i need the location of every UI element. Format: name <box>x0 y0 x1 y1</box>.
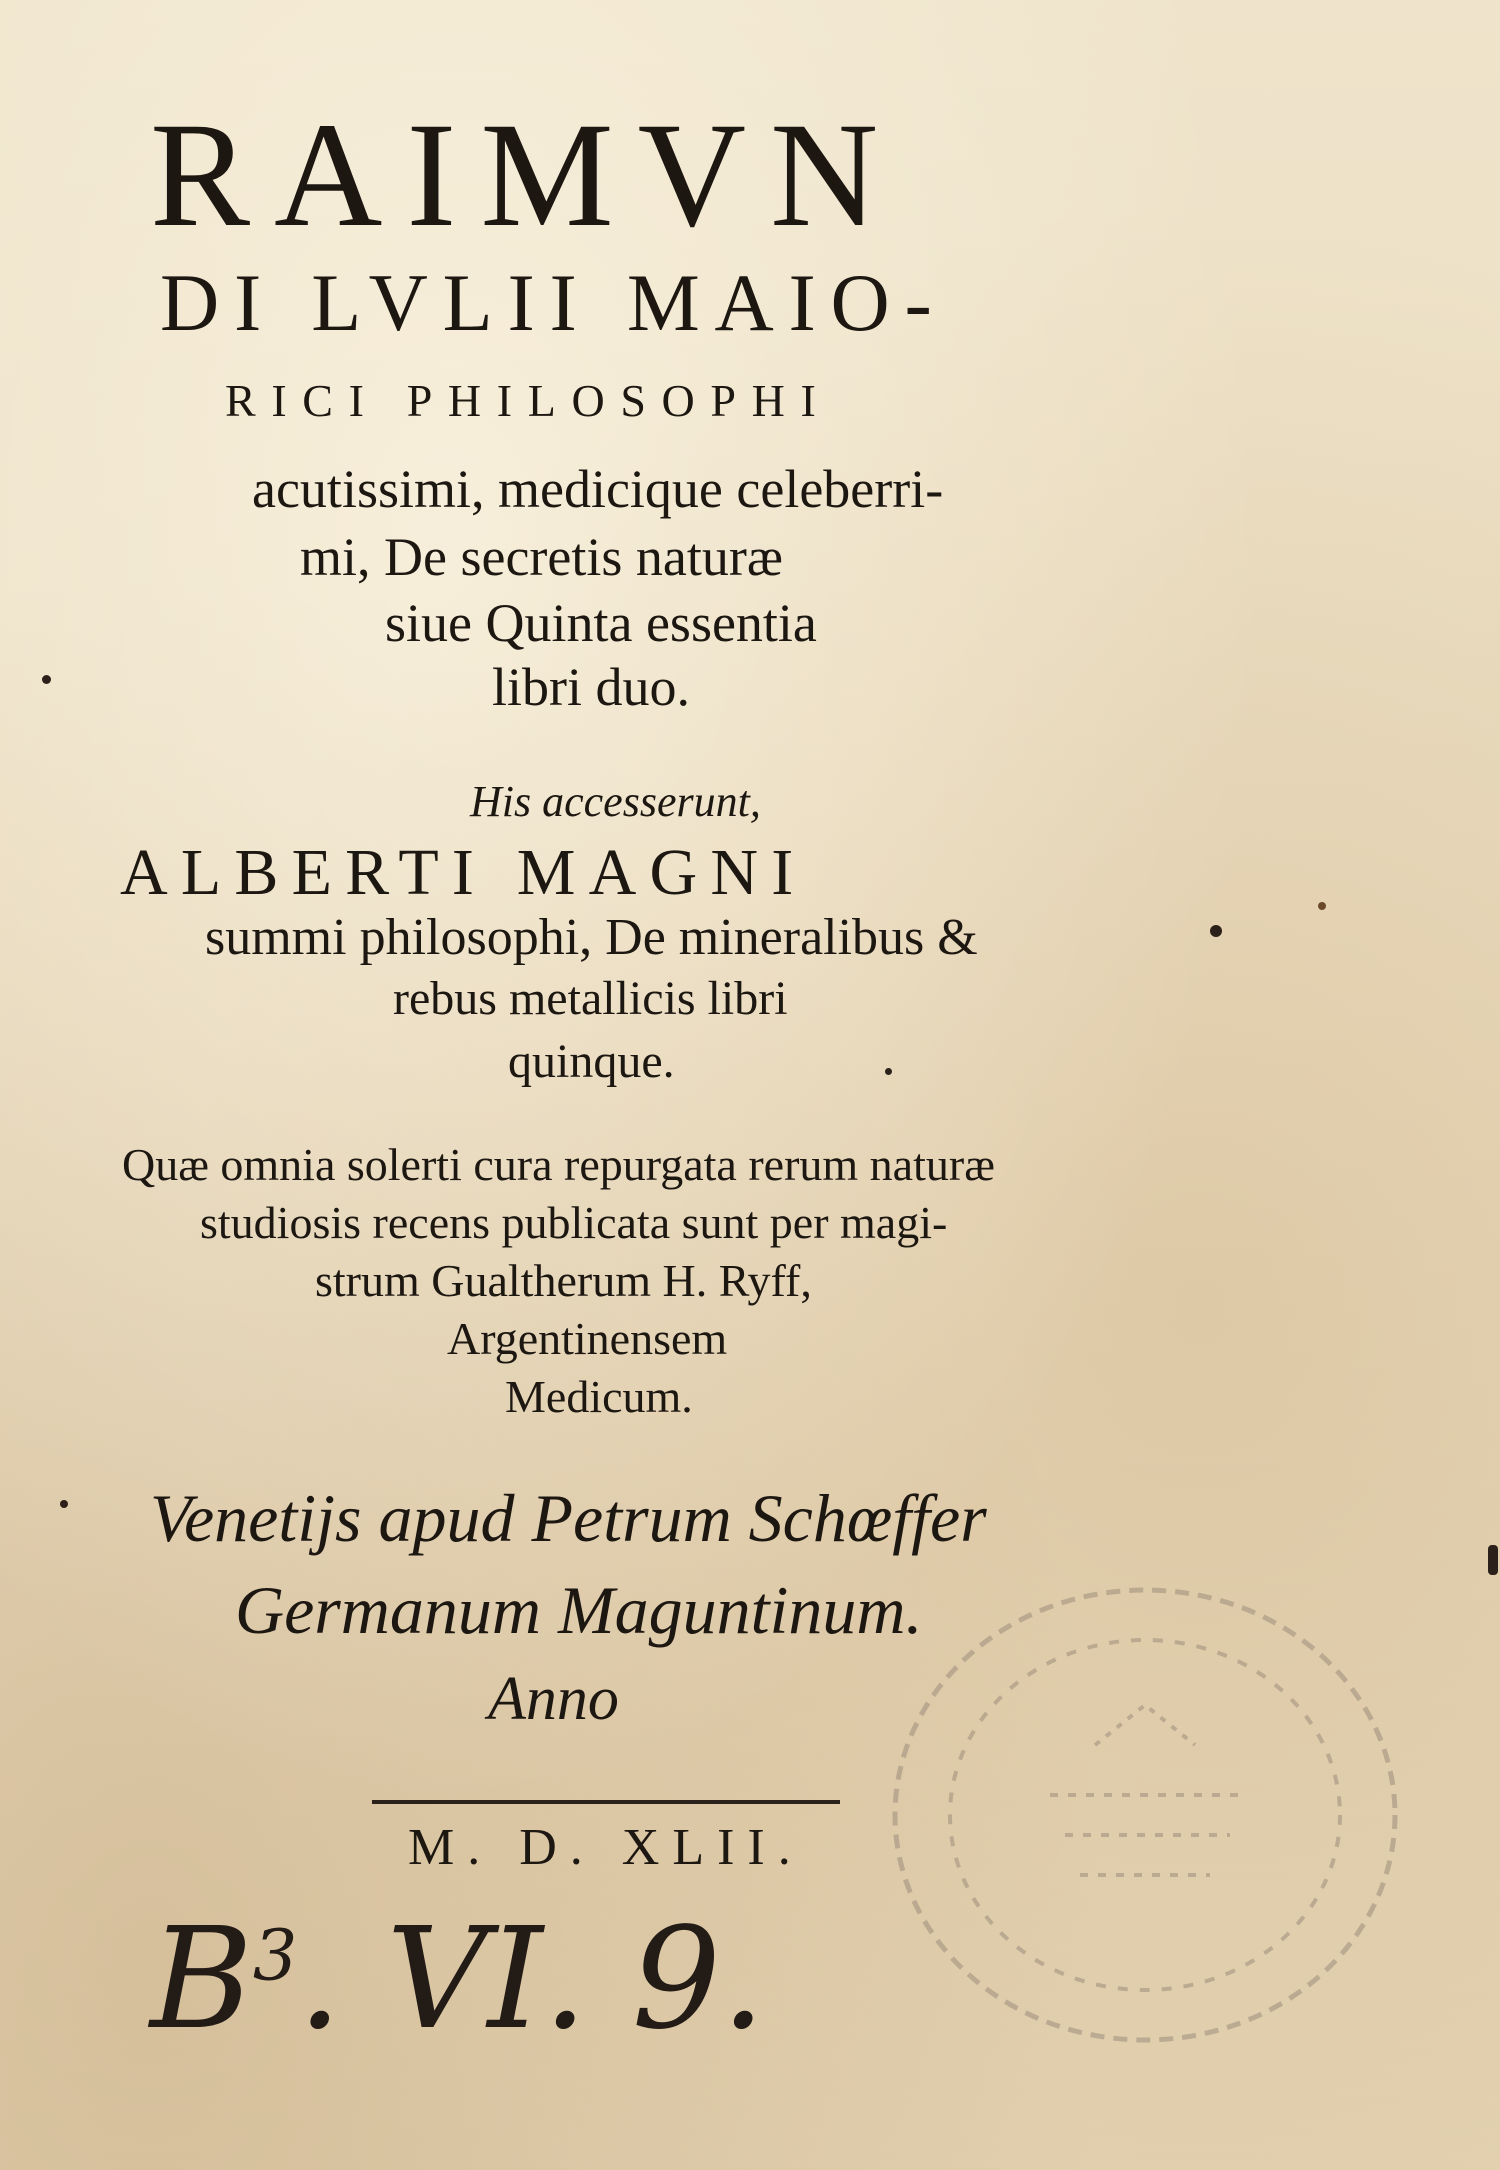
editor-line-4: Argentinensem <box>447 1313 728 1364</box>
author-line-3: RICI PHILOSOPHI <box>225 375 832 426</box>
author-line-1: RAIMVN <box>150 92 903 258</box>
editor-line-5: Medicum. <box>505 1371 693 1422</box>
shelfmark-letter: B <box>150 1898 253 2061</box>
ink-spot <box>1488 1545 1498 1575</box>
description-line-4: libri duo. <box>492 657 690 717</box>
description-line-3: siue Quinta essentia <box>385 593 817 653</box>
imprint-line-3: Anno <box>488 1665 619 1733</box>
handwritten-shelfmark <box>150 1898 766 2061</box>
imprint-line-1: Venetijs apud Petrum Schœffer <box>150 1480 987 1556</box>
shelfmark-rest: . VI. 9. <box>297 1898 766 2061</box>
imprint-line-2: Germanum Maguntinum. <box>235 1572 923 1648</box>
description-line-2: mi, De secretis naturæ <box>300 527 783 587</box>
ink-spot <box>885 1068 892 1075</box>
description-line-1: acutissimi, medicique celeberri- <box>252 459 944 519</box>
year-rule <box>372 1800 840 1804</box>
editor-line-1: Quæ omnia solerti cura repurgata rerum naturæ <box>122 1139 995 1190</box>
second-description-line-2: rebus metallicis libri <box>393 972 788 1025</box>
author-line-2: DI LVLII MAIO- <box>160 257 947 348</box>
added-works-intro: His accesserunt, <box>470 777 761 826</box>
editor-line-3: strum Gualtherum H. Ryff, <box>315 1255 812 1306</box>
editor-line-2: studiosis recens publicata sunt per magi- <box>200 1197 948 1248</box>
ink-spot <box>1210 925 1222 937</box>
ink-spot <box>60 1500 68 1508</box>
ink-spot <box>42 675 51 684</box>
second-description-line-3: quinque. <box>508 1035 675 1088</box>
second-description-line-1: summi philosophi, De mineralibus & <box>205 909 978 966</box>
shelfmark-superscript: 3 <box>252 1914 298 1997</box>
library-stamp <box>880 1575 1410 2055</box>
ink-spot <box>1318 902 1326 910</box>
second-author: ALBERTI MAGNI <box>120 836 807 909</box>
publication-year: M. D. XLII. <box>408 1819 804 1876</box>
